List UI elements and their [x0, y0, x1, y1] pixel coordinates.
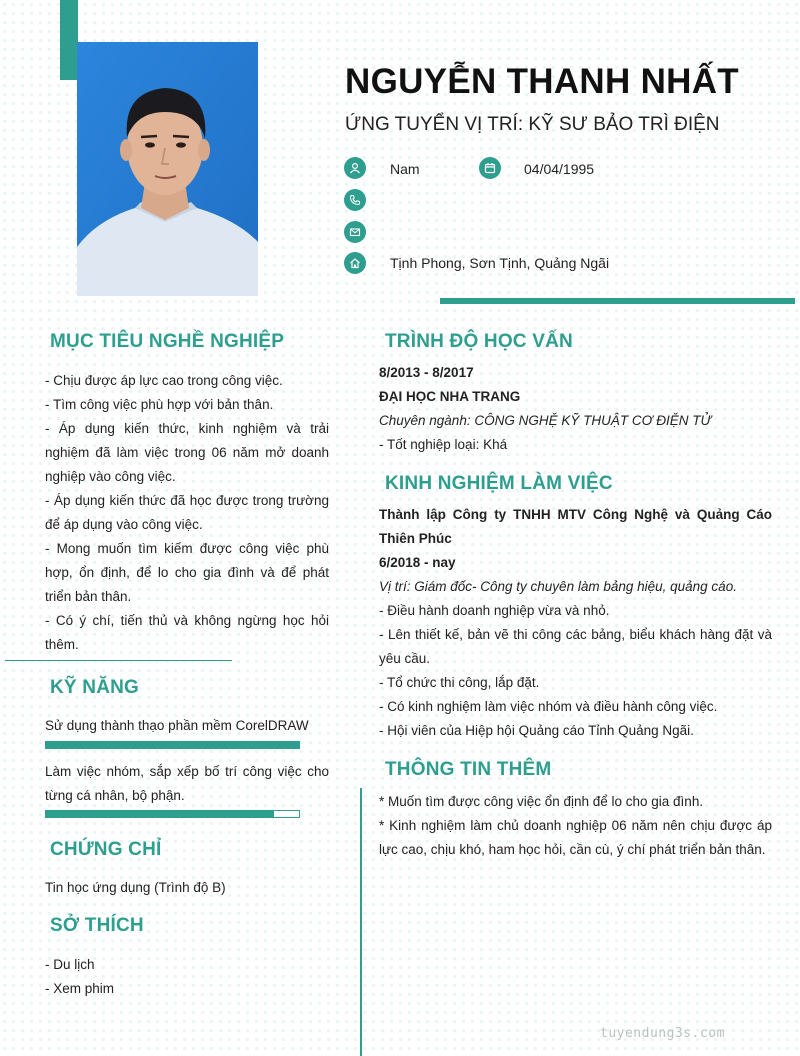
user-icon	[344, 157, 366, 179]
skill-label: Làm việc nhóm, sắp xếp bố trí công việc cho từng cá nhân, bộ phận.	[45, 764, 329, 803]
education-major: Chuyên ngành: CÔNG NGHỆ KỸ THUẬT CƠ ĐIỆN TỬ	[379, 413, 712, 428]
objective-item: - Chịu được áp lực cao trong công việc.	[45, 373, 283, 388]
education-period: 8/2013 - 8/2017	[379, 365, 474, 380]
objective-title: MỤC TIÊU NGHỀ NGHIỆP	[50, 331, 285, 352]
additional-title: THÔNG TIN THÊM	[385, 759, 552, 780]
birthdate-value: 04/04/1995	[524, 161, 595, 177]
additional-item: * Muốn tìm được công việc ổn định để lo cho gia đình.	[379, 794, 704, 809]
experience-item: - Tổ chức thi công, lắp đặt.	[379, 675, 540, 690]
mail-icon	[344, 221, 366, 243]
objective-item: - Mong muốn tìm kiếm được công việc phù hợp, ổn định, để lo cho gia đình và để phát triển bản thân.	[45, 541, 329, 604]
experience-block	[379, 503, 772, 743]
skill-bar	[45, 741, 300, 749]
experience-item: - Điều hành doanh nghiệp vừa và nhỏ.	[379, 603, 610, 618]
skill-label: Sử dụng thành thạo phần mềm CorelDRAW	[45, 718, 309, 733]
education-title: TRÌNH ĐỘ HỌC VẤN	[385, 331, 573, 352]
experience-item: - Hội viên của Hiệp hội Quảng cáo Tỉnh Quảng Ngãi.	[379, 723, 694, 738]
calendar-icon	[479, 157, 501, 179]
education-school: ĐẠI HỌC NHA TRANG	[379, 389, 521, 404]
address-value: Tịnh Phong, Sơn Tịnh, Quảng Ngãi	[390, 255, 610, 271]
objective-item: - Áp dụng kiến thức, kinh nghiệm và trải nghiệm đã làm việc trong 06 năm mở doanh nghiệp vào công việc.	[45, 421, 329, 484]
certificates-title: CHỨNG CHỈ	[50, 839, 162, 860]
top-accent-bar	[60, 0, 78, 80]
phone-icon	[344, 189, 366, 211]
column-divider	[360, 788, 362, 1056]
experience-company: Thành lập Công ty TNHH MTV Công Nghệ và Quảng Cáo Thiên Phúc	[379, 507, 772, 546]
education-block	[379, 361, 772, 457]
skills-title: KỸ NĂNG	[50, 677, 140, 698]
experience-period: 6/2018 - nay	[379, 555, 456, 570]
hobby-item: - Du lịch	[45, 957, 95, 972]
home-icon	[344, 252, 366, 274]
profile-photo	[77, 42, 258, 296]
objective-item: - Áp dụng kiến thức đã học được trong trường để áp dụng vào công việc.	[45, 493, 329, 532]
watermark: tuyendung3s.com	[600, 1026, 725, 1041]
education-result: - Tốt nghiệp loại: Khá	[379, 437, 508, 452]
candidate-name: NGUYỄN THANH NHẤT	[345, 62, 739, 101]
skill-bar	[45, 810, 300, 818]
gender-value: Nam	[390, 161, 420, 177]
experience-title: KINH NGHIỆM LÀM VIỆC	[385, 473, 613, 494]
objective-list	[45, 369, 329, 657]
objective-item: - Tìm công việc phù hợp với bản thân.	[45, 397, 274, 412]
skill-bar-fill	[46, 742, 299, 748]
header-divider	[440, 298, 795, 304]
experience-item: - Lên thiết kế, bản vẽ thi công các bảng, biểu khách hàng đặt và yêu cầu.	[379, 627, 772, 666]
left-divider	[5, 660, 232, 661]
skill-bar-fill	[46, 811, 274, 817]
objective-item: - Có ý chí, tiến thủ và không ngừng học hỏi thêm.	[45, 613, 329, 652]
hobbies-title: SỞ THÍCH	[50, 915, 144, 936]
experience-role: Vị trí: Giám đốc- Công ty chuyên làm bảng hiệu, quảng cáo.	[379, 579, 737, 594]
hobby-item: - Xem phim	[45, 981, 115, 996]
hobbies-list	[45, 953, 329, 1001]
certificate-item: Tin học ứng dụng (Trình độ B)	[45, 880, 226, 895]
applied-position: ỨNG TUYỂN VỊ TRÍ: KỸ SƯ BẢO TRÌ ĐIỆN	[345, 114, 720, 135]
additional-block	[379, 790, 772, 862]
additional-item: * Kinh nghiệm làm chủ doanh nghiệp 06 năm nên chịu được áp lực cao, chịu khó, ham học hỏi, cần cù, ý chí phát triển bản thân.	[379, 818, 772, 857]
experience-item: - Có kinh nghiệm làm việc nhóm và điều hành công việc.	[379, 699, 718, 714]
